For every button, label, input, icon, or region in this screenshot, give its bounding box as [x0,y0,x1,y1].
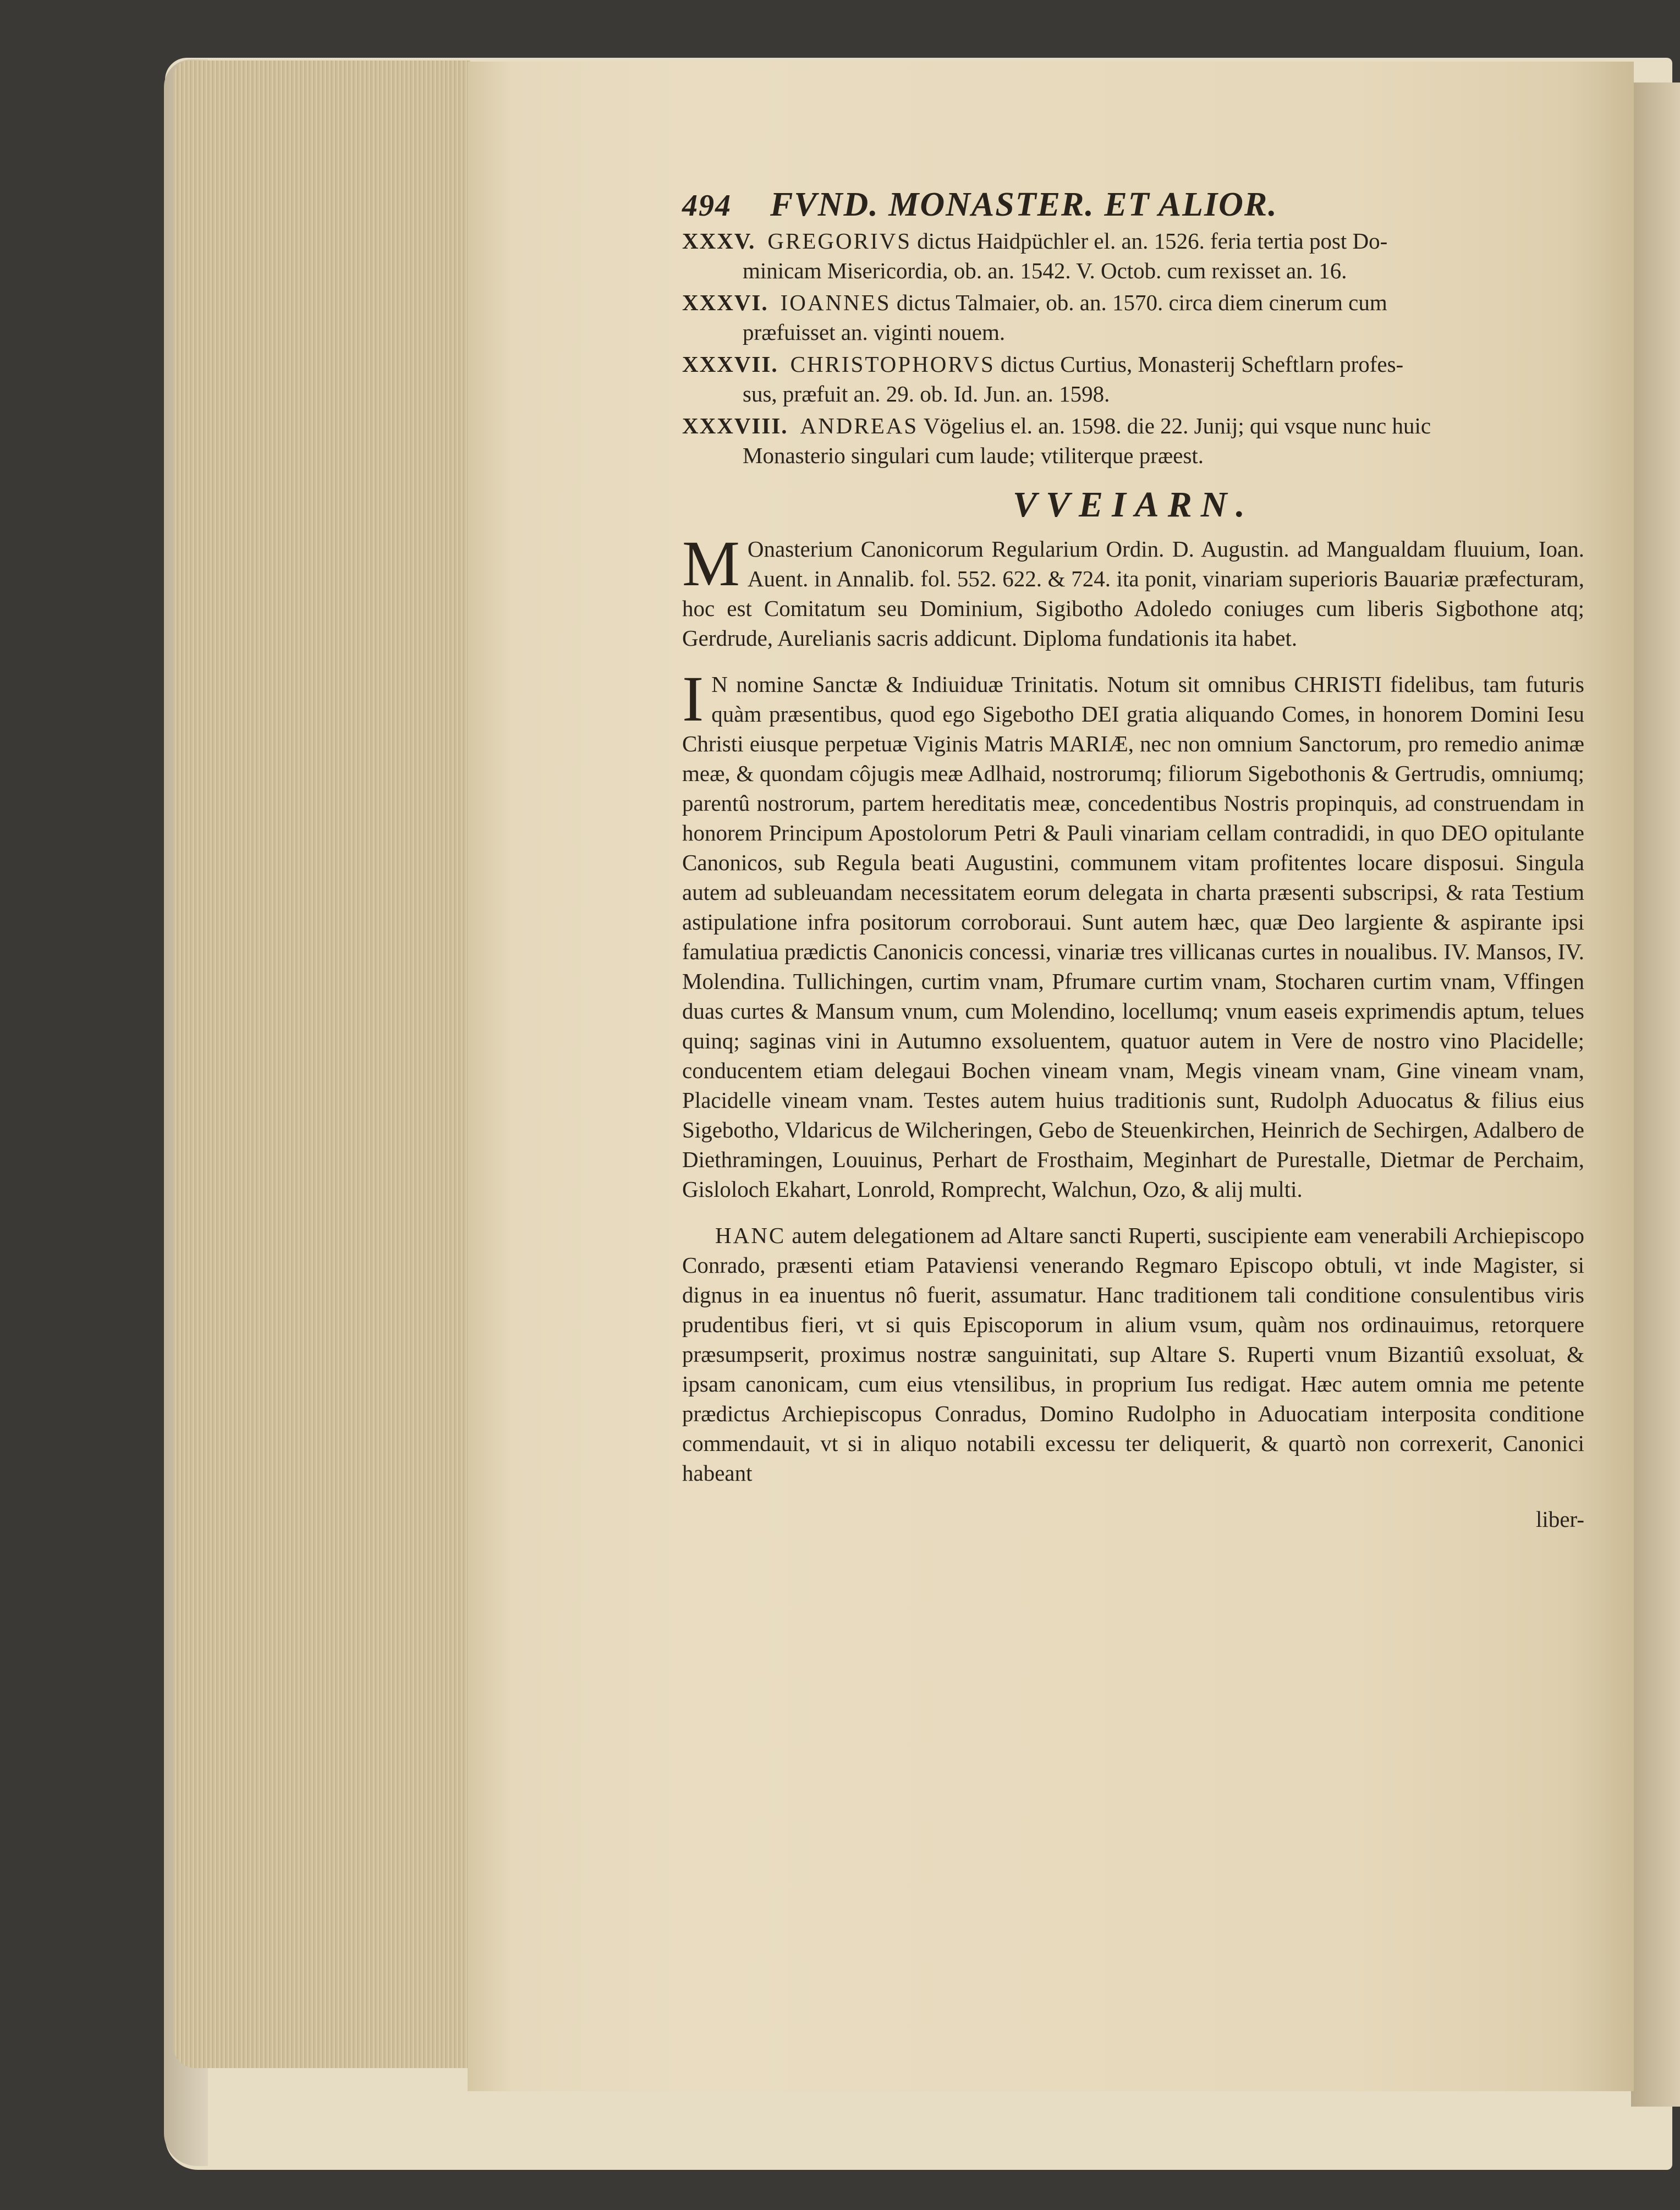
entry-text: Vögelius el. an. 1598. die 22. Junij; qui vsque nunc huic [923,413,1431,438]
entry-text: dictus Haidpüchler el. an. 1526. feria tertia post Do- [917,228,1388,254]
entry-continuation: Monasterio singulari cum laude; vtiliterque præest. [743,443,1204,468]
intro-text: Onasterium Canonicorum Regularium Ordin. D. Augustin. ad Mangualdam fluuium, Ioan. Auent. in Annalib. fol. 552. 622. & 724. ita ponit, vinariam superioris Bauariæ præfecturam, hoc est Comitatum seu Dominium, Sigibotho Adoledo coniuges cum liberis Sigbothone atq; Gerdrude, Aurelianis sacris addicunt. Diploma fundationis ita habet. [682,536,1584,651]
page-block-edge [173,61,470,2068]
entry-name: GREGORIVS [767,228,912,254]
abbot-entry [682,226,1584,285]
abbot-entry [682,349,1584,409]
entry-name: ANDREAS [800,413,919,438]
facing-page-edge [1631,83,1680,2107]
drop-cap: M [682,527,740,600]
diploma-paragraph [682,663,1584,1204]
abbot-entry [682,411,1584,470]
entry-name: IOANNES [780,290,891,315]
entry-text: dictus Talmaier, ob. an. 1570. circa diem cinerum cum [896,290,1387,315]
entry-number: XXXV. [682,228,756,254]
entry-continuation: præfuisset an. viginti nouem. [743,320,1006,345]
diploma-text: N nomine Sanctæ & Indiuiduæ Trinitatis. Notum sit omnibus CHRISTI fidelibus, tam futuris quàm præsentibus, quod ego Sigebotho DEI gratia aliquando Comes, in honorem Domini Iesu Christi eiusque perpetuæ Viginis Matris MARIÆ, nec non omnium Sanctorum, pro remedio animæ meæ, & quondam côjugis meæ Adlhaid, nostrorumq; filiorum Sigebothonis & Gertrudis, omniumq; parentû nostrorum, partem hereditatis meæ, concedentibus Nostris propinquis, ad construendam in honorem Principum Apostolorum Petri & Pauli vinariam cellam contradidi, in quo DEO opitulante Canonicos, sub Regula beati Augustini, communem vitam profitentes locare disposui. Singula autem ad subleuandam necessitatem eorum delegata in charta præsenti subscripsi, & rata Testium astipulatione infra positorum corroboraui. Sunt autem hæc, quæ Deo largiente & aspirante ipsi famulatiua prædictis Canonicis concessi, vinariæ tres villicanas curtes in noualibus. IV. Mansos, IV. Molendina. Tullichingen, curtim vnam, Pfrumare curtim vnam, Stocharen curtim vnam, Vffingen duas curtes & Mansum vnum, cum Molendino, locellumq; vnum easeis exprimendis aptum, telues quinq; saginas vini in Autumno exsoluentem, quatuor autem in Vere de nostro vino Placidelle; conducentem etiam delegaui Bochen vineam vnam, Megis vineam vnam, Gine vineam vnam, Placidelle vineam vnam. Testes autem huius traditionis sunt, Rudolph Aduocatus & filius eius Sigebotho, Vldaricus de Wilcheringen, Gebo de Steuenkirchen, Heinrich de Sechirgen, Adalbero de Diethramingen, Louuinus, Perhart de Frosthaim, Meginhart de Purestalle, Dietmar de Perchaim, Gisloloch Ekahart, Lonrold, Romprecht, Walchun, Ozo, & alij multi. [682,672,1584,1202]
entry-continuation: sus, præfuit an. 29. ob. Id. Jun. an. 1598. [743,381,1110,406]
closing-paragraph [682,1221,1584,1488]
entry-name: CHRISTOPHORVS [790,351,995,377]
page-text [682,186,1584,1534]
closing-lead: HANC [715,1223,786,1248]
running-title: FVND. MONASTER. ET ALIOR. [770,186,1278,223]
running-header [682,186,1584,223]
section-heading: VVEIARN. [1013,485,1254,525]
entry-number: XXXVII. [682,351,778,377]
entry-text: dictus Curtius, Monasterij Scheftlarn profes- [1001,351,1404,377]
closing-text: autem delegationem ad Altare sancti Ruperti, suscipiente eam venerabili Archiepiscopo Conrado, præsenti etiam Pataviensi venerando Regmaro Episcopo obtuli, vt inde Magister, si dignus in ea inuentus nô fuerit, assumatur. Hanc traditionem tali conditione consulentibus viris prudentibus fieri, vt si quis Episcoporum in alium vsum, quàm nos ordinauimus, retorquere præsumpserit, proximus nostræ sanguinitati, sup Altare S. Ruperti vnum Bizantiû exsoluat, & ipsam canonicam, cum eius vtensilibus, in proprium Ius redigat. Hæc autem omnia me petente prædictus Archiepiscopus Conradus, Domino Rudolpho in Aduocatiam interposita conditione commendauit, vt si in aliquo notabili excessu ter deliquerit, & quartò non correxerit, Canonici habeant [682,1223,1584,1486]
page-number: 494 [682,189,732,223]
entry-number: XXXVIII. [682,413,788,438]
abbot-entry [682,288,1584,347]
entry-continuation: minicam Misericordia, ob. an. 1542. V. Octob. cum rexisset an. 16. [743,258,1347,283]
catchword: liber- [1536,1507,1584,1532]
intro-paragraph [682,527,1584,653]
entry-number: XXXVI. [682,290,768,315]
drop-cap: I [682,663,704,735]
